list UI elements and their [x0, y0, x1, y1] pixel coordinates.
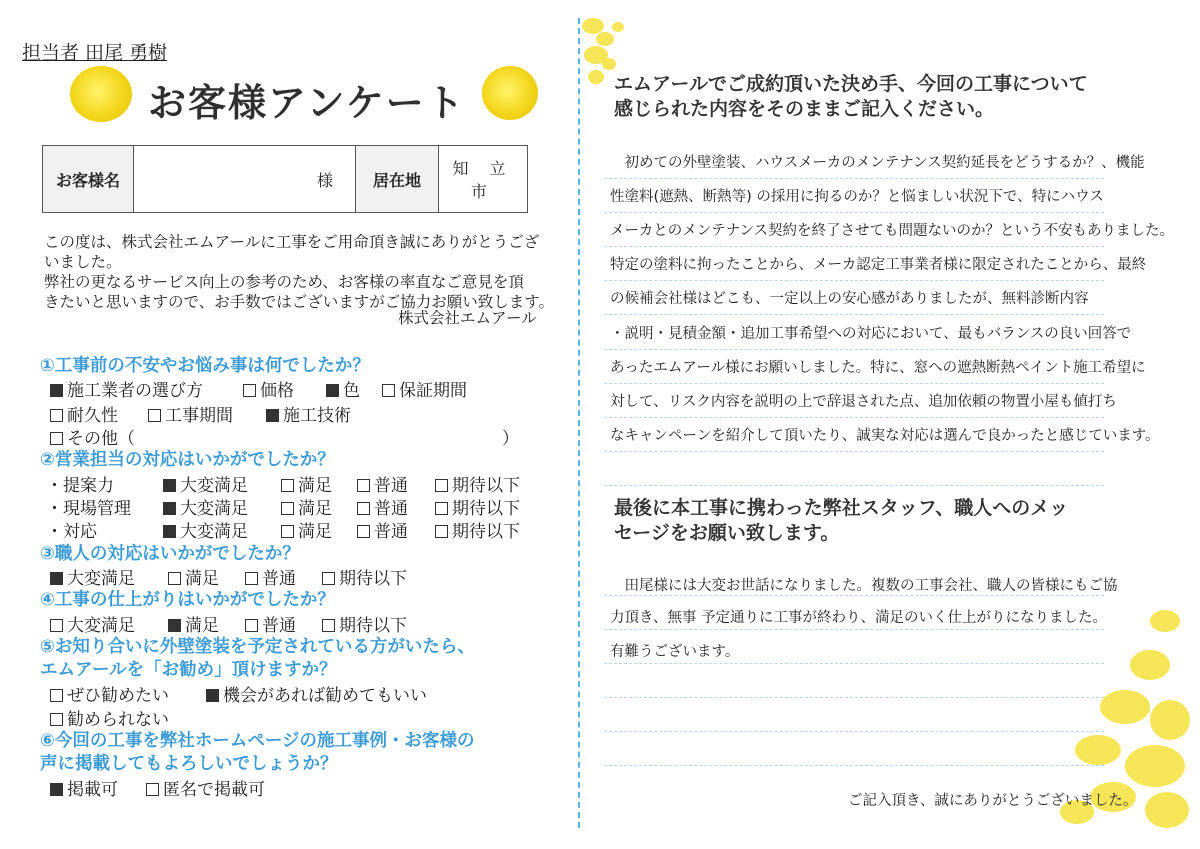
- answer1-line: 初めての外壁塗装、ハウスメーカのメンテナンス契約延長をどうするか？、機能: [610, 155, 1145, 171]
- heading-line: 感じられた内容をそのままご記入ください。: [614, 98, 995, 120]
- q5-title-line1: ⑤お知り合いに外壁塗装を予定されている方がいたら、: [40, 637, 475, 657]
- q2-row-label: ・現場管理: [46, 499, 131, 519]
- checkbox[interactable]: [382, 384, 395, 397]
- q2-option: [163, 471, 248, 496]
- q2-option: [357, 471, 408, 496]
- checkbox[interactable]: [357, 479, 370, 492]
- answer1-line: あったエムアール様にお願いしました。特に、窓への遮熱断熱ペイント施工希望に: [610, 360, 1146, 376]
- q2-option: [435, 471, 520, 496]
- option-label: 期待以下: [452, 499, 520, 519]
- option-label: 施工業者の選び方: [67, 381, 203, 401]
- checkbox[interactable]: [50, 619, 63, 632]
- answer-rule: [604, 178, 1104, 179]
- answer1-line: 対して、リスク内容を説明の上で辞退された点、追加依頼の物置小屋も値打ち: [610, 394, 1117, 410]
- option-label: 期待以下: [339, 616, 407, 636]
- checkbox-checked[interactable]: [50, 384, 63, 397]
- answer1-line: 特定の塗料に拘ったことから、メーカ認定工事業者様に限定されたことから、最終: [610, 257, 1147, 273]
- checkbox-checked[interactable]: [50, 572, 63, 585]
- staff-name: 担当者 田尾 勇樹: [22, 42, 168, 64]
- answer-rule: [604, 485, 1104, 486]
- answer-rule: [604, 697, 1104, 698]
- address-value: 知 立 市: [439, 146, 528, 213]
- customer-name-label: お客様名: [43, 146, 134, 213]
- q5-option: [50, 681, 169, 706]
- checkbox-checked[interactable]: [163, 502, 176, 515]
- checkbox[interactable]: [322, 572, 335, 585]
- customer-info-table: [42, 145, 528, 213]
- checkbox[interactable]: [357, 525, 370, 538]
- checkbox-checked[interactable]: [163, 525, 176, 538]
- q2-option: [435, 494, 520, 519]
- answer-rule: [604, 212, 1104, 213]
- question-heading-1: [614, 72, 1088, 122]
- answer-rule: [604, 595, 1104, 596]
- option-label: 期待以下: [452, 476, 520, 496]
- checkbox[interactable]: [435, 525, 448, 538]
- checkbox-checked[interactable]: [163, 479, 176, 492]
- intro-text: [44, 232, 554, 312]
- q2-row-label: ・対応: [46, 522, 97, 542]
- option-label: 保証期間: [399, 381, 467, 401]
- q2-option: [281, 494, 332, 519]
- q5-title-line2: エムアールを「お勧め」頂けますか？: [40, 660, 337, 680]
- intro-line: いました。: [44, 253, 122, 271]
- checkbox[interactable]: [322, 619, 335, 632]
- q1-option-row: [382, 376, 467, 401]
- option-label: 工事期間: [165, 406, 233, 426]
- customer-name-value: 様: [134, 146, 356, 213]
- answer1-line: メーカとのメンテナンス契約を終了させても問題ないのか？という不安もありました。: [610, 223, 1175, 239]
- option-label: 普通: [262, 569, 296, 589]
- q6-title-line2: 声に掲載してもよろしいでしょうか？: [40, 754, 338, 774]
- q2-option: [357, 494, 408, 519]
- answer-rule: [604, 663, 1104, 664]
- checkbox[interactable]: [168, 572, 181, 585]
- q2-option: [163, 517, 248, 542]
- checkbox-checked[interactable]: [266, 409, 279, 422]
- checkbox[interactable]: [50, 689, 63, 702]
- option-label: 大変満足: [67, 569, 135, 589]
- checkbox[interactable]: [281, 502, 294, 515]
- q5-option: [206, 681, 427, 706]
- option-label: 価格: [260, 381, 294, 401]
- q6-option: [146, 775, 265, 800]
- intro-line: この度は、株式会社エムアールに工事をご用命頂き誠にありがとうござ: [44, 233, 540, 251]
- q2-option: [435, 517, 520, 542]
- heading-line: エムアールでご成約頂いた決め手、今回の工事について: [614, 73, 1088, 95]
- intro-line: 弊社の更なるサービス向上の参考のため、お客様の率直なご意見を頂: [44, 273, 524, 291]
- option-label: 満足: [298, 522, 332, 542]
- option-label: 満足: [185, 569, 219, 589]
- q1-option-row: [50, 401, 118, 426]
- option-label: 期待以下: [452, 522, 520, 542]
- option-label: 満足: [185, 616, 219, 636]
- answer-rule: [604, 417, 1104, 418]
- column-divider: [578, 18, 580, 828]
- option-label: 普通: [374, 499, 408, 519]
- q4-title: ④工事の仕上がりはいかがでしたか？: [40, 590, 335, 610]
- checkbox[interactable]: [357, 502, 370, 515]
- option-label: 満足: [298, 499, 332, 519]
- yellow-dot-icon: [70, 66, 132, 122]
- checkbox-checked[interactable]: [206, 689, 219, 702]
- answer-rule: [604, 349, 1104, 350]
- option-label: 施工技術: [283, 406, 351, 426]
- checkbox[interactable]: [281, 525, 294, 538]
- option-label: 勧められない: [67, 710, 169, 730]
- answer1-line: の候補会社様はどこも、一定以上の安心感がありましたが、無料診断内容: [610, 291, 1089, 307]
- answer2-line: 力頂き、無事 予定通りに工事が終わり、満足のいく仕上がりになりました。: [610, 610, 1108, 626]
- answer-rule: [604, 731, 1104, 732]
- checkbox[interactable]: [281, 479, 294, 492]
- answer1-line: ・説明・見積金額・追加工事希望への対応において、最もバランスの良い回答で: [610, 326, 1132, 342]
- checkbox[interactable]: [50, 432, 63, 445]
- intro-line: きたいと思いますので、お手数ではございますがご協力お願い致します。: [44, 293, 554, 311]
- option-label: ぜひ勧めたい: [67, 686, 169, 706]
- q1-option-row: [148, 401, 233, 426]
- option-label: 大変満足: [180, 522, 248, 542]
- answer-rule: [604, 246, 1104, 247]
- answer-rule: [604, 765, 1104, 766]
- heading-line: セージをお願い致します。: [614, 522, 840, 544]
- q1-other-close: ）: [502, 429, 519, 449]
- question-heading-2: [614, 496, 1068, 546]
- answer-rule: [604, 383, 1104, 384]
- answer1-line: なキャンペーンを紹介して頂いたり、誠実な対応は選んで良かったと感じています。: [610, 428, 1160, 444]
- option-label: 大変満足: [67, 616, 135, 636]
- checkbox-checked[interactable]: [50, 783, 63, 796]
- checkbox[interactable]: [245, 619, 258, 632]
- q2-option: [357, 517, 408, 542]
- checkbox[interactable]: [146, 783, 159, 796]
- answer2-line: 田尾様には大変お世話になりました。複数の工事会社、職人の皆様にもご協: [610, 578, 1118, 594]
- checkbox[interactable]: [435, 479, 448, 492]
- answer-rule: [604, 280, 1104, 281]
- q1-option-row: [266, 401, 351, 426]
- q2-option: [281, 471, 332, 496]
- option-label: その他（: [67, 429, 135, 449]
- q1-title: ①工事前の不安やお悩み事は何でしたか？: [40, 356, 370, 376]
- closing-thanks: ご記入頂き、誠にありがとうございました。: [848, 793, 1138, 809]
- q1-option-row: [243, 376, 294, 401]
- option-label: 掲載可: [67, 780, 118, 800]
- q2-row-label: ・提案力: [46, 476, 114, 496]
- option-label: 大変満足: [180, 499, 248, 519]
- option-label: 満足: [298, 476, 332, 496]
- q2-title: ②営業担当の対応はいかがでしたか？: [40, 450, 335, 470]
- answer-rule: [604, 451, 1104, 452]
- checkbox[interactable]: [245, 572, 258, 585]
- option-label: 大変満足: [180, 476, 248, 496]
- option-label: 普通: [374, 522, 408, 542]
- option-label: 耐久性: [67, 406, 118, 426]
- checkbox-checked[interactable]: [168, 619, 181, 632]
- option-label: 機会があれば勧めてもいい: [223, 686, 427, 706]
- checkbox[interactable]: [50, 713, 63, 726]
- yellow-dot-icon: [482, 66, 538, 120]
- q1-option-row: [50, 376, 203, 401]
- option-label: 匿名で掲載可: [163, 780, 265, 800]
- answer1-line: 性塗料(遮熱、断熱等) の採用に拘るのか？と悩ましい状況下で、特にハウス: [610, 189, 1104, 205]
- q6-option: [50, 775, 118, 800]
- checkbox[interactable]: [435, 502, 448, 515]
- intro-signature: 株式会社エムアール: [398, 309, 537, 327]
- option-label: 普通: [374, 476, 408, 496]
- checkbox[interactable]: [50, 409, 63, 422]
- answer-rule: [604, 314, 1104, 315]
- survey-title: お客様アンケート: [148, 81, 466, 125]
- q2-option: [281, 517, 332, 542]
- checkbox[interactable]: [243, 384, 256, 397]
- checkbox-checked[interactable]: [326, 384, 339, 397]
- q3-title: ③職人の対応はいかがでしたか？: [40, 544, 300, 564]
- option-label: 期待以下: [339, 569, 407, 589]
- address-label: 居在地: [356, 146, 439, 213]
- q6-title-line1: ⑥今回の工事を弊社ホームページの施工事例・お客様の: [40, 731, 475, 751]
- heading-line: 最後に本工事に携わった弊社スタッフ、職人へのメッ: [614, 497, 1069, 519]
- checkbox[interactable]: [148, 409, 161, 422]
- option-label: 普通: [262, 616, 296, 636]
- answer2-line: 有難うございます。: [610, 644, 740, 660]
- q2-option: [163, 494, 248, 519]
- answer-rule: [604, 629, 1104, 630]
- option-label: 色: [343, 381, 360, 401]
- q1-option-row: [326, 376, 360, 401]
